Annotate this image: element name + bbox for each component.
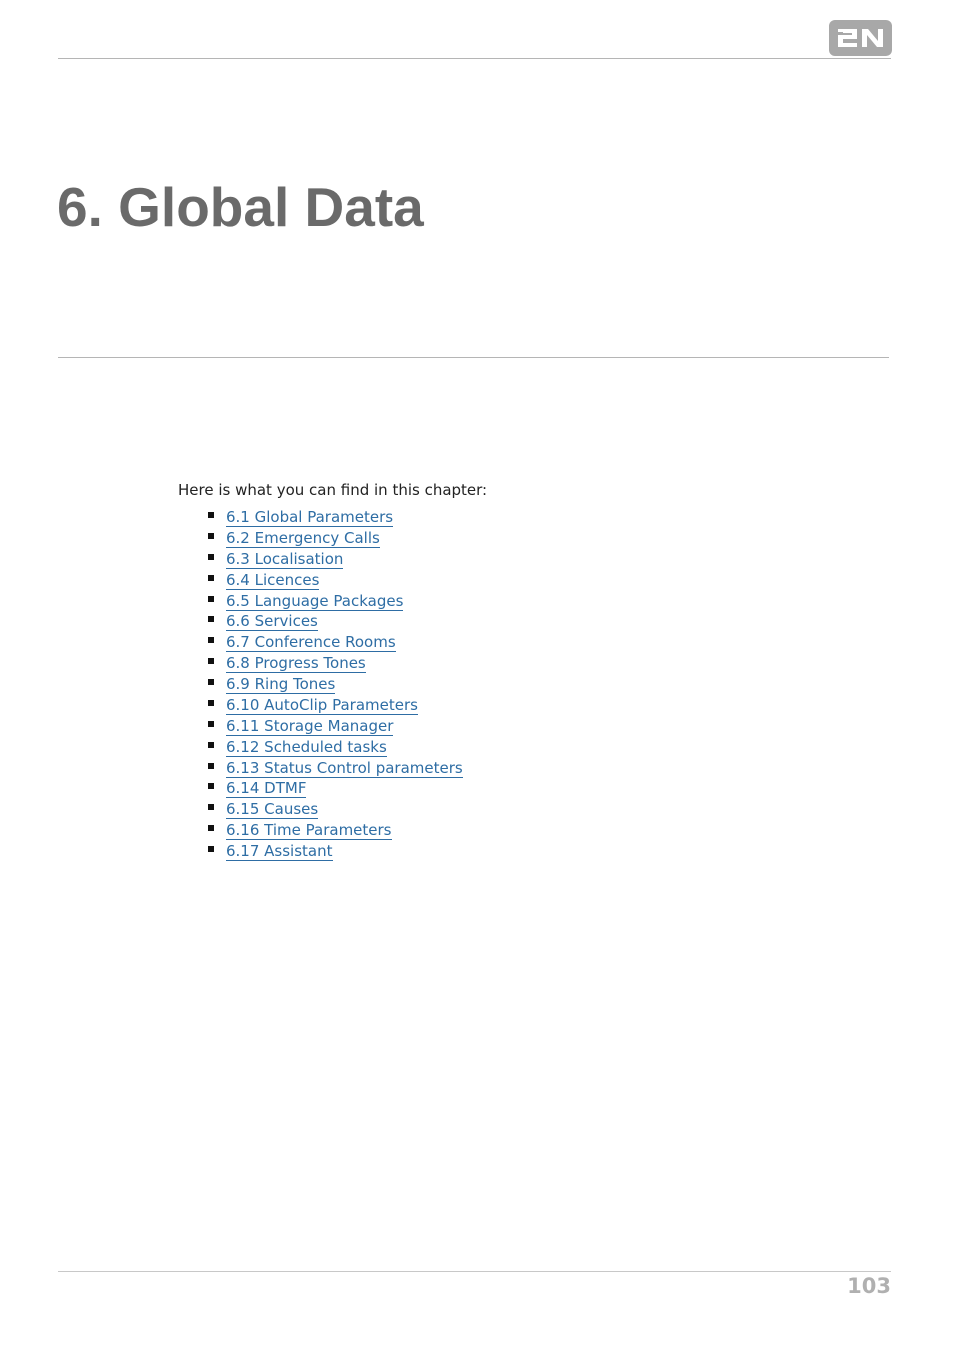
chapter-toc bbox=[206, 507, 463, 862]
bullet-icon bbox=[208, 575, 214, 581]
toc-item bbox=[206, 716, 463, 737]
toc-item bbox=[206, 653, 463, 674]
toc-item bbox=[206, 841, 463, 862]
2n-logo-icon bbox=[829, 20, 892, 56]
bullet-icon bbox=[208, 700, 214, 706]
toc-link[interactable]: 6.1 Global Parameters bbox=[226, 508, 394, 526]
toc-link[interactable]: 6.4 Licences bbox=[226, 570, 320, 589]
toc-item bbox=[206, 528, 463, 549]
toc-item bbox=[206, 820, 463, 841]
chapter-title: 6. Global Data bbox=[57, 176, 424, 238]
toc-item bbox=[206, 737, 463, 758]
toc-link[interactable]: 6.17 Assistant bbox=[226, 842, 333, 860]
bullet-icon bbox=[208, 783, 214, 789]
toc-link[interactable]: 6.13 Status Control parameters bbox=[226, 758, 463, 777]
toc-link[interactable]: 6.3 Localisation bbox=[226, 549, 344, 568]
toc-link[interactable]: 6.16 Time Parameters bbox=[226, 821, 392, 840]
bullet-icon bbox=[208, 825, 214, 831]
toc-item bbox=[206, 778, 463, 799]
bullet-icon bbox=[208, 596, 214, 602]
toc-link[interactable]: 6.15 Causes bbox=[226, 800, 319, 819]
page-number: 103 bbox=[847, 1274, 891, 1298]
toc-link[interactable]: 6.5 Language Packages bbox=[226, 591, 404, 610]
brand-logo bbox=[829, 20, 892, 56]
bullet-icon bbox=[208, 804, 214, 810]
bullet-icon bbox=[208, 679, 214, 685]
toc-link[interactable]: 6.14 DTMF bbox=[226, 779, 307, 798]
toc-link[interactable]: 6.6 Services bbox=[226, 612, 318, 631]
bullet-icon bbox=[208, 658, 214, 664]
header-divider bbox=[58, 58, 891, 59]
bullet-icon bbox=[208, 554, 214, 560]
toc-link[interactable]: 6.2 Emergency Calls bbox=[226, 528, 380, 547]
toc-item bbox=[206, 674, 463, 695]
bullet-icon bbox=[208, 721, 214, 727]
toc-item bbox=[206, 570, 463, 591]
toc-item bbox=[206, 695, 463, 716]
toc-link[interactable]: 6.9 Ring Tones bbox=[226, 675, 336, 693]
toc-link[interactable]: 6.10 AutoClip Parameters bbox=[226, 695, 418, 714]
bullet-icon bbox=[208, 742, 214, 748]
toc-item bbox=[206, 549, 463, 570]
footer-divider bbox=[58, 1271, 891, 1272]
toc-item bbox=[206, 758, 463, 779]
toc-item bbox=[206, 611, 463, 632]
toc-link[interactable]: 6.8 Progress Tones bbox=[226, 654, 366, 673]
bullet-icon bbox=[208, 512, 214, 518]
toc-link[interactable]: 6.12 Scheduled tasks bbox=[226, 737, 387, 756]
bullet-icon bbox=[208, 763, 214, 769]
toc-item bbox=[206, 799, 463, 820]
toc-item bbox=[206, 632, 463, 653]
toc-link[interactable]: 6.11 Storage Manager bbox=[226, 716, 394, 735]
toc-item bbox=[206, 591, 463, 612]
bullet-icon bbox=[208, 616, 214, 622]
bullet-icon bbox=[208, 637, 214, 643]
toc-item bbox=[206, 507, 463, 528]
bullet-icon bbox=[208, 846, 214, 852]
title-divider bbox=[58, 357, 889, 358]
bullet-icon bbox=[208, 533, 214, 539]
toc-link[interactable]: 6.7 Conference Rooms bbox=[226, 633, 396, 652]
chapter-intro: Here is what you can find in this chapter: bbox=[178, 481, 488, 499]
